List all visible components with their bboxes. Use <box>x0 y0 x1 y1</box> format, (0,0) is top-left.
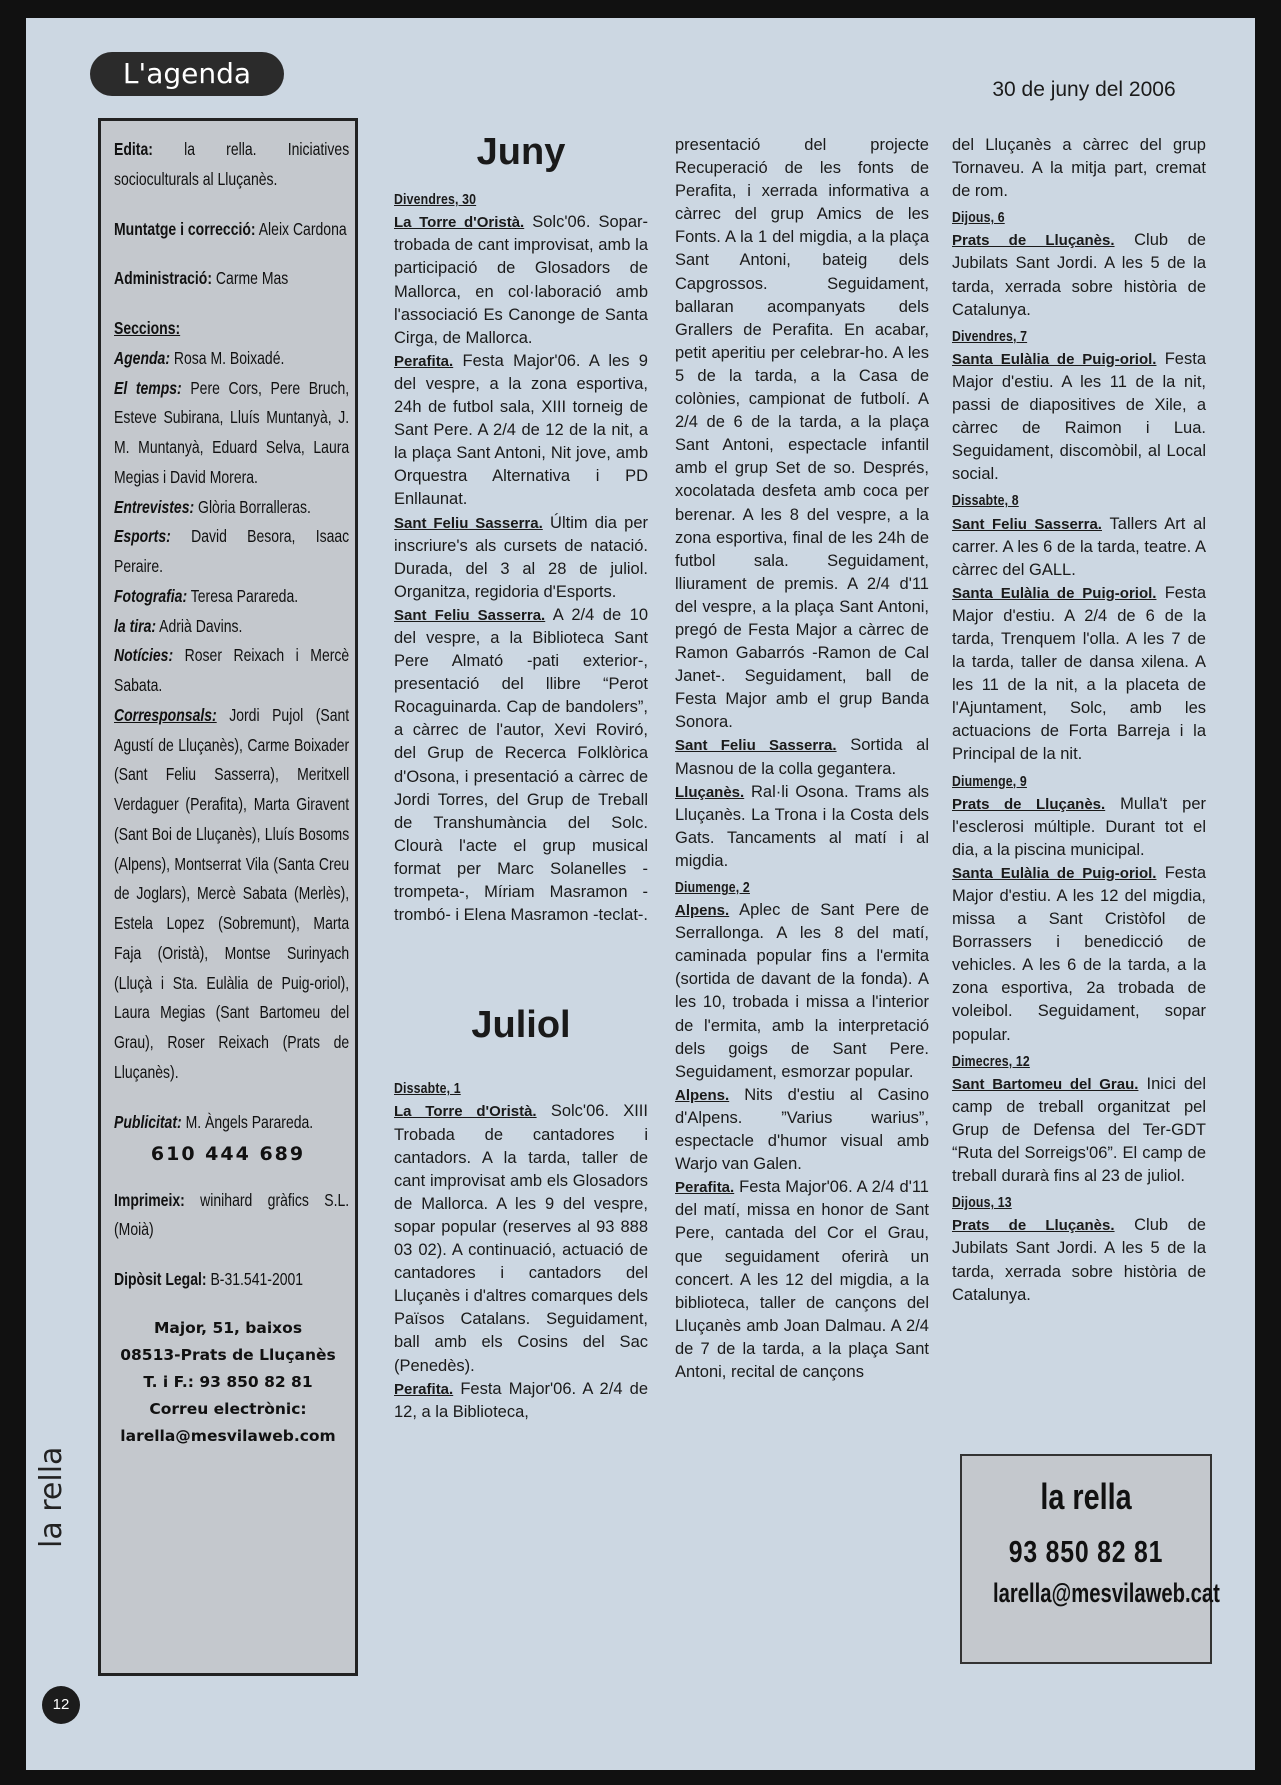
credit-value: la rella. Iniciatives socioculturals al Lluçanès. <box>114 139 350 189</box>
credit-label: Administració: <box>114 268 213 289</box>
credit-value: M. Àngels Parareda. <box>185 1111 314 1132</box>
event-text: Aplec de Sant Pere de Serrallonga. A les 8 del matí, caminada popular fins a l'ermita (sortida de davant de la fonda). A les 10, trobada i missa a l'interior de l'ermita, amb la interpretació dels goigs de Sant Pere. Seguidament, esmorzar popular. <box>675 901 929 1081</box>
credit-label: El temps: <box>114 377 182 398</box>
credit-label: Edita: <box>114 139 153 159</box>
event-place: Santa Eulàlia de Puig-oriol. <box>952 350 1157 368</box>
event-text: Sortida al Masnou de la colla gegantera. <box>675 736 930 778</box>
event-place: Perafita. <box>394 1380 454 1398</box>
address-line: 08513-Prats de Lluçanès <box>120 1346 336 1365</box>
event-place: Sant Bartomeu del Grau. <box>952 1075 1139 1093</box>
event-place: Prats de Lluçanès. <box>952 795 1106 813</box>
event-text: Nits d'estiu al Casino d'Alpens. ”Varius warius”, espectacle d'humor visual amb Warjo van Galen. <box>675 1085 929 1174</box>
event-text: Tallers Art al carrer. A les 6 de la tarda, teatre. A càrrec del GALL. <box>952 514 1206 579</box>
issue-date: 30 de juny del 2006 <box>992 78 1176 101</box>
credit-value: Roser Reixach i Mercè Sabata. <box>114 645 350 695</box>
event-place: Alpens. <box>675 1086 730 1104</box>
credit-value: Glòria Borralleras. <box>198 496 311 517</box>
advert-box <box>960 1454 1220 1664</box>
email-link[interactable]: larella@mesvilaweb.com <box>120 1427 336 1446</box>
ads-phone: 610 444 689 <box>150 1143 306 1166</box>
event-place: Sant Feliu Sasserra. <box>952 515 1102 533</box>
event-place: Perafita. <box>675 1179 735 1197</box>
event-text: Festa Major'06. A 2/4 de 12, a la Biblioteca, <box>394 1379 648 1421</box>
event-text: Club de Jubilats Sant Jordi. A les 5 de la tarda, xerrada sobre història de Catalunya. <box>952 231 1206 319</box>
page-number: 12 <box>42 1686 80 1724</box>
day-heading: Dissabte, 1 <box>394 1080 461 1098</box>
credit-value: Teresa Parareda. <box>190 585 299 606</box>
event-text: Club de Jubilats Sant Jordi. A les 5 de la tarda, xerrada sobre història de Catalunya. <box>952 1216 1206 1304</box>
event-place: Alpens. <box>675 902 730 920</box>
credit-value: Adrià Davins. <box>159 615 243 636</box>
credit-label: Dipòsit Legal: <box>114 1269 207 1290</box>
event-text: Festa Major'06. A 2/4 d'11 del matí, missa en honor de Sant Pere, cantada del Cor el Grau, que seguidament oferirà un concert. A les 12 del migdia, a la biblioteca, taller de cançons del Lluçanès amb Joan Dalmau. A 2/4 de 7 de la tarda, a la plaça Sant Antoni, recital de cançons <box>675 1178 929 1381</box>
contact-address <box>114 1315 342 1451</box>
credit-value: Pere Cors, Pere Bruch, Esteve Subirana, Lluís Muntanyà, J. M. Muntanyà, Eduard Selva, Laura Megias i David Morera. <box>114 377 350 487</box>
day-heading: Dimecres, 12 <box>952 1052 1030 1070</box>
credit-label: Agenda: <box>114 347 170 368</box>
day-heading: Divendres, 30 <box>394 191 477 209</box>
credit-value: Jordi Pujol (Sant Agustí de Lluçanès), Carme Boixader (Sant Feliu Sasserra), Meritxell Verdaguer (Perafita), Marta Giravent (Sant Boi de Lluçanès), Lluís Bosoms (Alpens), Montserrat Vila (Santa Creu de Joglars), Mercè Sabata (Merlès), Estela Lopez (Sobremunt), Marta Faja (Oristà), Montse Surinyach (Lluçà i Sta. Eulàlia de Puig-oriol), Laura Megias (Sant Bartomeu del Grau), Roser Reixach (Prats de Lluçanès). <box>114 704 350 1082</box>
day-heading: Diumenge, 9 <box>952 772 1027 790</box>
advert-phone: 93 850 82 81 <box>1008 1534 1164 1569</box>
event-place: Sant Feliu Sasserra. <box>394 606 546 624</box>
event-text: del Lluçanès a càrrec del grup Tornaveu. A la mitja part, cremat de rom. <box>952 136 1206 201</box>
event-text: Festa Major d'estiu. A 2/4 de 6 de la tarda, Trenquem l'olla. A les 7 de la tarda, taller de dansa xilena. A les 11 de la nit, a la placeta de l'Ajuntament, Solc, amb les actuacions de Forta Barreja i la Principal de la nit. <box>952 583 1206 764</box>
month-heading: Juliol <box>471 1004 571 1047</box>
event-text: Últim dia per inscriure's als cursets de natació. Durada, del 3 al 28 de juliol. Organitza, regidoria d'Esports. <box>394 513 648 601</box>
event-text: Solc'06. Sopar-trobada de cant improvisat, amb la participació de Glosadors de Mallorca, en col·laboració amb l'associació Es Canonge de Santa Cirga, de Mallorca. <box>394 213 648 347</box>
credit-label: Fotografia: <box>114 585 188 606</box>
credit-value: Carme Mas <box>215 268 289 289</box>
credit-value: Rosa M. Boixadé. <box>173 347 285 368</box>
event-place: Sant Feliu Sasserra. <box>394 514 543 532</box>
event-text: Festa Major d'estiu. A les 12 del migdia, missa a Sant Cristòfol de Borrassers i benedicció de vehicles. A les 6 de la tarda, a la zona esportiva, 2a trobada de voleibol. Seguidament, sopar popular. <box>952 863 1206 1044</box>
event-text: Inici del camp de treball organitzat pel Grup de Defensa del Ter-GDT “Ruta del Sorreigs'06”. El camp de treball durarà fins al 23 de juliol. <box>952 1074 1207 1186</box>
day-heading: Dissabte, 8 <box>952 492 1019 510</box>
credit-label: Corresponsals: <box>114 704 217 725</box>
day-heading: Dijous, 6 <box>952 209 1005 227</box>
event-place: Lluçanès. <box>675 783 745 801</box>
agenda-column-1 <box>394 122 648 1424</box>
event-place: La Torre d'Oristà. <box>394 214 525 232</box>
event-text: Festa Major d'estiu. A les 11 de la nit, passi de diapositives de Xile, a càrrec de Raimon i Lua. Seguidament, discomòbil, al Local social. <box>952 349 1206 484</box>
event-place: Perafita. <box>394 352 454 370</box>
address-line: T. i F.: 93 850 82 81 <box>143 1373 313 1392</box>
credit-label: Imprimeix: <box>114 1189 185 1210</box>
event-place: Santa Eulàlia de Puig-oriol. <box>952 584 1157 602</box>
month-heading: Juny <box>476 131 566 173</box>
credit-label: la tira: <box>114 615 157 636</box>
event-text: Ral·li Osona. Trams als Lluçanès. La Trona i la Costa dels Gats. Tancaments al matí i al migdia. <box>675 782 929 870</box>
advert-name: la rella <box>1040 1476 1132 1517</box>
event-place: La Torre d'Oristà. <box>394 1103 537 1121</box>
day-heading: Dijous, 13 <box>952 1194 1012 1212</box>
event-place: Prats de Lluçanès. <box>952 232 1115 250</box>
event-place: Santa Eulàlia de Puig-oriol. <box>952 864 1157 882</box>
address-line: Correu electrònic: <box>149 1400 307 1419</box>
credits-box <box>98 118 358 1676</box>
credit-label: Muntatge i correcció: <box>114 218 256 239</box>
credit-label: Seccions: <box>114 318 181 338</box>
credit-value: Aleix Cardona <box>258 218 347 239</box>
event-text: Solc'06. XIII Trobada de cantadores i cantadors. A la tarda, taller de cant improvisat amb els Glosadors de Mallorca. A les 9 del vespre, sopar popular (reserves al 93 888 03 02). A continuació, actuació de cantadores i cantadors del Lluçanès i d'altres comarques dels Països Catalans. Seguidament, ball amb els Cosins del Sac (Penedès). <box>394 1102 648 1375</box>
credit-value: winihard gràfics S.L. (Moià) <box>114 1189 350 1240</box>
agenda-column-3 <box>952 134 1206 1307</box>
day-heading: Divendres, 7 <box>952 327 1028 345</box>
credit-label: Publicitat: <box>114 1111 182 1132</box>
event-text: Mulla't per l'esclerosi múltiple. Durant tot el dia, a la piscina municipal. <box>952 794 1206 859</box>
credit-label: Esports: <box>114 526 171 547</box>
address-line: Major, 51, baixos <box>153 1318 303 1337</box>
event-place: Sant Feliu Sasserra. <box>675 737 837 755</box>
event-text: Festa Major'06. A les 9 del vespre, a la zona esportiva, 24h de futbol sala, XIII torneig de Sant Pere. A 2/4 de 12 de la nit, a la plaça Sant Antoni, Nit jove, amb Orquestra Alternativa i PD Enllaunat. <box>394 351 648 509</box>
publication-name: la rella <box>34 1446 69 1548</box>
advert-email[interactable]: larella@mesvilaweb.cat <box>993 1578 1220 1608</box>
event-text: presentació del projecte Recuperació de les fonts de Perafita, i xerrada informativa a càrrec del grup Amics de les Fonts. A la 1 del migdia, a la plaça Sant Antoni, bateig dels Capgrossos. Seguidament, ballaran acompanyats dels Grallers de Perafita. En acabar, petit aperitiu per celebrar-ho. A les 5 de la tarda, a la Casa de colònies, campionat de futbolí. A 2/4 de 6 de la tarda, a la plaça Sant Antoni, espectacle infantil amb el grup Set de so. Després, xocolatada desfeta amb coca per berenar. A les 8 del vespre, a la zona esportiva, final de les 24h de futbol sala. Seguidament, lliurament de premis. A 2/4 d'11 del vespre, a la plaça Sant Antoni, pregó de Festa Major a càrrec de Ramon Gabarrós -Ramon de Cal Janet-. Seguidament, ball de Festa Major amb el grup Banda Sonora. <box>675 136 929 732</box>
credit-value: David Besora, Isaac Peraire. <box>114 526 350 576</box>
section-tag: L'agenda <box>90 52 284 96</box>
event-place: Prats de Lluçanès. <box>952 1217 1115 1235</box>
credit-label: Entrevistes: <box>114 496 195 517</box>
event-text: A 2/4 de 10 del vespre, a la Biblioteca Sant Pere Almató -pati exterior-, presentació del llibre “Perot Rocaguinarda. Cap de bandolers”, a càrrec de l'autor, Xevi Roviró, del Grup de Recerca Folklòrica d'Osona, i presentació a càrrec de Jordi Torres, del Grup de Treball de Transhumància del Solc. Clourà l'acte el grup musical format per Marc Solanelles -trompeta-, Míriam Masramon -trombó- i Elena Masramon -teclat-. <box>394 605 649 925</box>
day-heading: Diumenge, 2 <box>675 879 750 896</box>
agenda-column-2 <box>675 134 929 1384</box>
credit-label: Notícies: <box>114 645 174 666</box>
credit-value: B-31.541-2001 <box>210 1269 304 1290</box>
